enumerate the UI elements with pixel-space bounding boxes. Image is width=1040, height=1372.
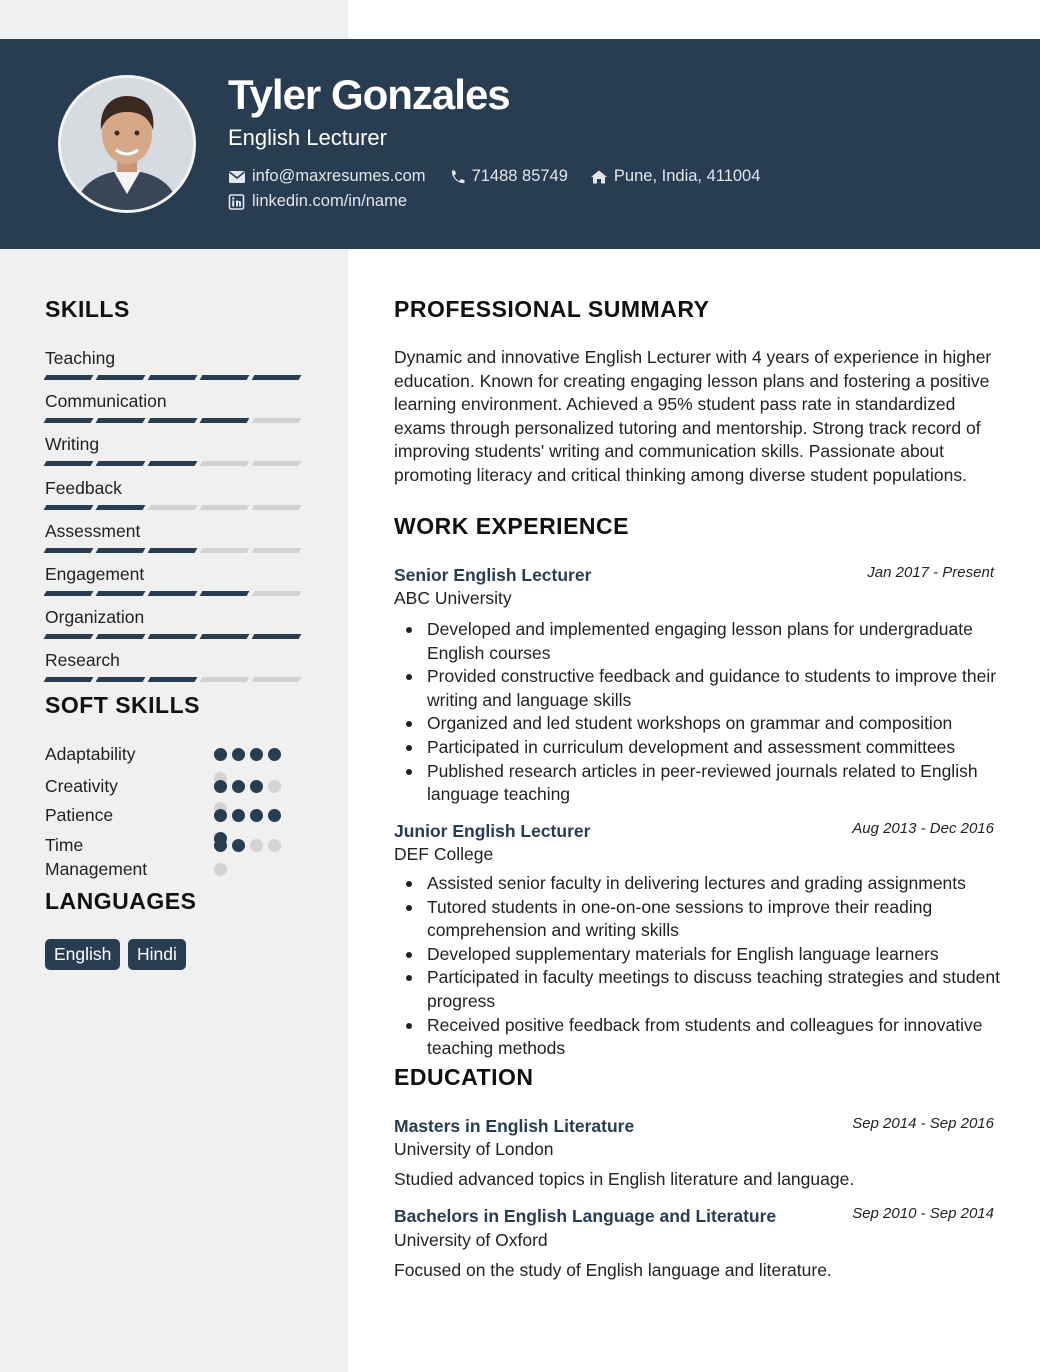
skill-level-segment	[96, 634, 146, 639]
location-text: Pune, India, 411004	[613, 167, 761, 185]
skill-level-segment	[252, 591, 302, 596]
school-name: University of Oxford	[394, 1230, 548, 1250]
skill-level-segment	[96, 461, 146, 466]
phone-icon	[448, 169, 466, 185]
list-item: Participated in faculty meetings to discuss teaching strategies and student progress	[394, 966, 1004, 1013]
skill-level-segment	[44, 634, 94, 639]
skill-item	[45, 433, 305, 466]
skill-level-segment	[96, 548, 146, 553]
skill-level-segment	[96, 591, 146, 596]
soft-skill-rating	[214, 809, 281, 822]
skill-label: Writing	[45, 434, 100, 455]
person-avatar-icon	[61, 78, 193, 210]
list-item: Assisted senior faculty in delivering lectures and grading assignments	[394, 872, 1004, 896]
job-bullets	[394, 872, 1004, 1061]
contact-location	[590, 167, 761, 186]
skill-level-segment	[252, 461, 302, 466]
rating-dot	[214, 839, 227, 852]
skill-level-segment	[96, 505, 146, 510]
rating-dot	[214, 809, 227, 822]
candidate-name: Tyler Gonzales	[228, 71, 510, 118]
rating-dot	[250, 780, 263, 793]
rating-dot	[268, 780, 281, 793]
contact-row	[228, 167, 760, 186]
skill-item	[45, 563, 305, 596]
list-item: Participated in curriculum development and assessment committees	[394, 736, 1004, 760]
skill-label: Communication	[45, 391, 167, 412]
skill-level-segment	[252, 505, 302, 510]
experience-heading: WORK EXPERIENCE	[394, 513, 629, 539]
rating-dot	[232, 748, 245, 761]
skill-level-segment	[148, 505, 198, 510]
soft-skill-label: Time	[45, 835, 84, 855]
skill-label: Organization	[45, 607, 145, 628]
education-description: Focused on the study of English language and literature.	[394, 1260, 832, 1280]
skill-level-segment	[200, 461, 250, 466]
skill-level-bar	[45, 418, 305, 423]
skill-level-bar	[45, 375, 305, 380]
skill-label: Feedback	[45, 477, 122, 498]
summary-heading: PROFESSIONAL SUMMARY	[394, 296, 710, 322]
skill-level-segment	[96, 375, 146, 380]
skill-item	[45, 649, 305, 682]
skill-level-segment	[252, 677, 302, 682]
skill-level-segment	[200, 418, 250, 423]
soft-skill-label-line2: Management	[45, 859, 148, 879]
skill-level-segment	[148, 634, 198, 639]
job-organization: ABC University	[394, 588, 512, 608]
skills-heading: SKILLS	[45, 296, 130, 322]
education-description: Studied advanced topics in English literature and language.	[394, 1169, 855, 1189]
rating-dot	[250, 809, 263, 822]
rating-dot	[268, 839, 281, 852]
skill-label: Engagement	[45, 564, 145, 584]
rating-dot	[214, 748, 227, 761]
school-name: University of London	[394, 1139, 554, 1159]
soft-skills-heading: SOFT SKILLS	[45, 692, 200, 718]
skill-level-segment	[44, 375, 94, 380]
skill-level-bar	[45, 634, 305, 639]
skill-item	[45, 347, 305, 380]
degree-title: Masters in English Literature	[394, 1116, 635, 1136]
skill-level-segment	[44, 418, 94, 423]
skill-level-segment	[200, 548, 250, 553]
degree-title: Bachelors in English Language and Literature	[394, 1206, 777, 1226]
contact-email[interactable]	[228, 167, 426, 186]
skill-label: Research	[45, 650, 120, 671]
soft-skill-label: Patience	[45, 805, 114, 825]
contact-linkedin[interactable]	[228, 192, 407, 211]
linkedin-text: linkedin.com/in/name	[252, 192, 407, 210]
skill-item	[45, 606, 305, 639]
skill-level-bar	[45, 505, 305, 510]
skill-level-segment	[44, 505, 94, 510]
skill-level-segment	[148, 548, 198, 553]
skill-level-segment	[148, 591, 198, 596]
skill-item	[45, 520, 305, 553]
skill-level-segment	[252, 418, 302, 423]
rating-dot	[232, 809, 245, 822]
skill-level-segment	[44, 591, 94, 596]
candidate-title: English Lecturer	[228, 125, 387, 150]
skill-level-segment	[148, 375, 198, 380]
skill-level-bar	[45, 461, 305, 466]
list-item: Published research articles in peer-reviewed journals related to English language teaching	[394, 760, 1004, 807]
job-bullets	[394, 618, 1004, 807]
skill-level-bar	[45, 548, 305, 553]
rating-dot	[214, 863, 227, 876]
skill-level-segment	[44, 548, 94, 553]
linkedin-icon	[228, 194, 246, 210]
job-title: Senior English Lecturer	[394, 565, 592, 585]
home-icon	[590, 169, 608, 185]
soft-skill-label: Adaptability	[45, 744, 136, 764]
profile-photo	[58, 75, 196, 213]
summary-text: Dynamic and innovative English Lecturer with 4 years of experience in higher education. Known for creating engaging lesson plans and fostering a positive learning environment. Achieved a 95% student pass rate in standardized exams through personalized tutoring and mentorship. Strong track record of improving students' writing and communication skills. Passionate about promoting literacy and critical thinking among diverse student populations.	[394, 347, 992, 485]
skill-label: Assessment	[45, 520, 141, 541]
list-item: Developed supplementary materials for English language learners	[394, 943, 1004, 967]
skill-level-segment	[200, 505, 250, 510]
soft-skill-label: Creativity	[45, 776, 118, 796]
rating-dot	[268, 748, 281, 761]
language-badge: Hindi	[128, 939, 186, 970]
skill-item	[45, 477, 305, 510]
skill-level-segment	[252, 634, 302, 639]
list-item: Received positive feedback from students and colleagues for innovative teaching methods	[394, 1014, 1004, 1061]
skill-level-segment	[252, 375, 302, 380]
soft-skill-rating	[214, 748, 281, 761]
skill-level-segment	[96, 418, 146, 423]
rating-dot	[250, 839, 263, 852]
skill-label: Teaching	[45, 348, 116, 368]
skill-item	[45, 390, 305, 423]
job-dates: Aug 2013 - Dec 2016	[852, 820, 994, 837]
phone-text: 71488 85749	[471, 167, 568, 185]
rating-dot	[250, 748, 263, 761]
skill-level-segment	[200, 591, 250, 596]
rating-dot	[268, 809, 281, 822]
contact-row-2	[228, 192, 407, 211]
list-item: Provided constructive feedback and guidance to students to improve their writing and language skills	[394, 665, 1004, 712]
skill-level-segment	[96, 677, 146, 682]
job-organization: DEF College	[394, 844, 494, 864]
skill-level-segment	[252, 548, 302, 553]
soft-skill-rating	[214, 839, 281, 852]
rating-dot	[232, 839, 245, 852]
skill-level-segment	[200, 634, 250, 639]
job-title: Junior English Lecturer	[394, 821, 591, 841]
education-dates: Sep 2014 - Sep 2016	[852, 1115, 994, 1132]
skill-level-segment	[148, 677, 198, 682]
list-item: Developed and implemented engaging lesson plans for undergraduate English courses	[394, 618, 1004, 665]
rating-dot	[232, 780, 245, 793]
resume-header	[0, 39, 1040, 249]
skill-level-segment	[200, 677, 250, 682]
education-dates: Sep 2010 - Sep 2014	[852, 1205, 994, 1222]
list-item: Tutored students in one-on-one sessions to improve their reading comprehension and writing skills	[394, 896, 1004, 943]
skill-level-segment	[44, 677, 94, 682]
soft-skill-rating	[214, 780, 281, 793]
language-badge: English	[45, 939, 120, 970]
skill-level-segment	[44, 461, 94, 466]
job-dates: Jan 2017 - Present	[867, 564, 994, 581]
email-text: info@maxresumes.com	[252, 167, 426, 185]
skill-level-segment	[148, 418, 198, 423]
skill-level-segment	[148, 461, 198, 466]
list-item: Organized and led student workshops on grammar and composition	[394, 712, 1004, 736]
skill-level-segment	[200, 375, 250, 380]
skill-level-bar	[45, 677, 305, 682]
envelope-icon	[228, 169, 246, 185]
languages-heading: LANGUAGES	[45, 888, 197, 914]
rating-dot	[214, 780, 227, 793]
education-heading: EDUCATION	[394, 1064, 534, 1090]
skill-level-bar	[45, 591, 305, 596]
contact-phone[interactable]	[448, 167, 568, 186]
